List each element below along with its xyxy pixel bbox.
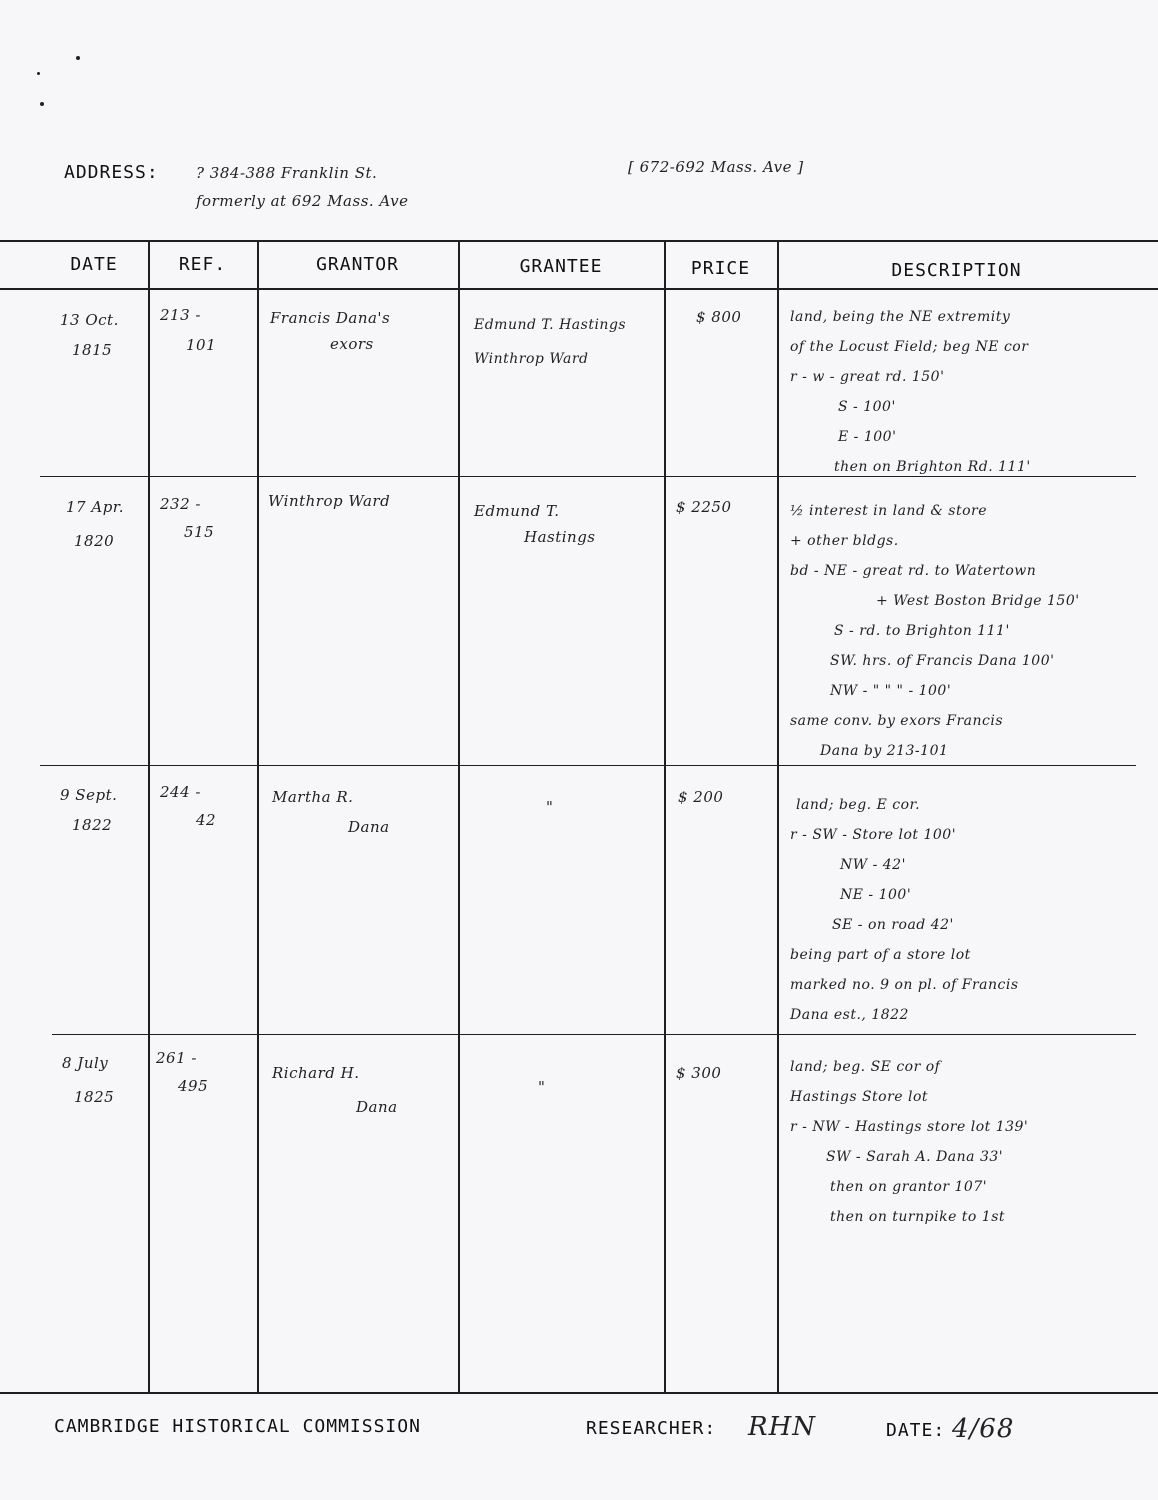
- row-2-price: $ 2250: [676, 498, 732, 516]
- address-label: ADDRESS:: [64, 162, 159, 183]
- row-2-grantor: Winthrop Ward: [268, 492, 391, 510]
- address-line-2: formerly at 692 Mass. Ave: [196, 192, 409, 210]
- row-2-grantee: Edmund T. Hastings: [474, 502, 596, 546]
- column-header-description: DESCRIPTION: [891, 260, 1022, 281]
- column-header-date: DATE: [70, 254, 118, 275]
- paper-speck: [76, 56, 80, 60]
- row-3-ref: 244 - 42: [160, 783, 217, 829]
- address-line-1: ? 384-388 Franklin St.: [196, 164, 378, 182]
- column-divider: [458, 242, 460, 1394]
- row-1-description: land, being the NE extremity of the Locust Field; beg NE cor r - w - great rd. 150' S - 100' E - 100' then on Brighton Rd. 111': [790, 309, 1031, 475]
- sheet-date: 4/68: [952, 1414, 1015, 1444]
- row-3-price: $ 200: [678, 788, 724, 806]
- row-4-date: 8 July 1825: [62, 1054, 115, 1106]
- header-bottom-rule: [0, 288, 1158, 290]
- row-2-description: ½ interest in land & store + other bldgs. bd - NE - great rd. to Watertown + West Boston Bridge 150' S - rd. to Brighton 111' SW. hrs. of Francis Dana 100' NW - " " " - 100' same conv. by exors Francis Dana by 213-101: [790, 503, 1080, 759]
- row-3-description: land; beg. E cor. r - SW - Store lot 100' NW - 42' NE - 100' SE - on road 42' being part of a store lot marked no. 9 on pl. of Francis Dana est., 1822: [790, 797, 1019, 1023]
- researcher-initials: RHN: [748, 1412, 816, 1442]
- row-4-description: land; beg. SE cor of Hastings Store lot r - NW - Hastings store lot 139' SW - Sarah A. Dana 33' then on grantor 107' then on turnpike to 1st: [790, 1059, 1029, 1225]
- date-label: DATE:: [886, 1420, 946, 1441]
- row-1-price: $ 800: [696, 308, 742, 326]
- table-bottom-rule: [0, 1392, 1158, 1394]
- researcher-label: RESEARCHER:: [586, 1418, 717, 1439]
- row-4-grantee-ditto: ": [538, 1078, 546, 1096]
- column-header-grantor: GRANTOR: [316, 254, 399, 275]
- paper-speck: [40, 102, 44, 106]
- column-divider: [777, 242, 779, 1394]
- table-top-rule: [0, 240, 1158, 242]
- row-1-date: 13 Oct. 1815: [60, 311, 119, 359]
- address-alternate: [ 672-692 Mass. Ave ]: [628, 158, 804, 176]
- column-divider: [664, 242, 666, 1394]
- column-header-ref: REF.: [178, 254, 227, 275]
- commission-name: CAMBRIDGE HISTORICAL COMMISSION: [54, 1416, 421, 1437]
- row-4-price: $ 300: [676, 1064, 722, 1082]
- column-header-price: PRICE: [690, 258, 751, 279]
- column-divider: [257, 242, 259, 1394]
- paper-speck: [37, 72, 40, 75]
- row-divider: [52, 1034, 1136, 1035]
- row-1-grantee: Edmund T. Hastings Winthrop Ward: [474, 317, 627, 367]
- row-3-grantor: Martha R. Dana: [272, 788, 390, 836]
- row-2-ref: 232 - 515: [160, 495, 215, 541]
- row-4-ref: 261 - 495: [156, 1049, 209, 1095]
- column-header-grantee: GRANTEE: [519, 256, 603, 277]
- row-1-ref: 213 - 101: [160, 306, 217, 354]
- row-3-grantee-ditto: ": [546, 798, 554, 816]
- row-4-grantor: Richard H. Dana: [272, 1064, 398, 1116]
- column-divider: [148, 242, 150, 1394]
- row-3-date: 9 Sept. 1822: [60, 786, 118, 834]
- row-1-grantor: Francis Dana's exors: [270, 309, 391, 353]
- row-2-date: 17 Apr. 1820: [66, 498, 125, 550]
